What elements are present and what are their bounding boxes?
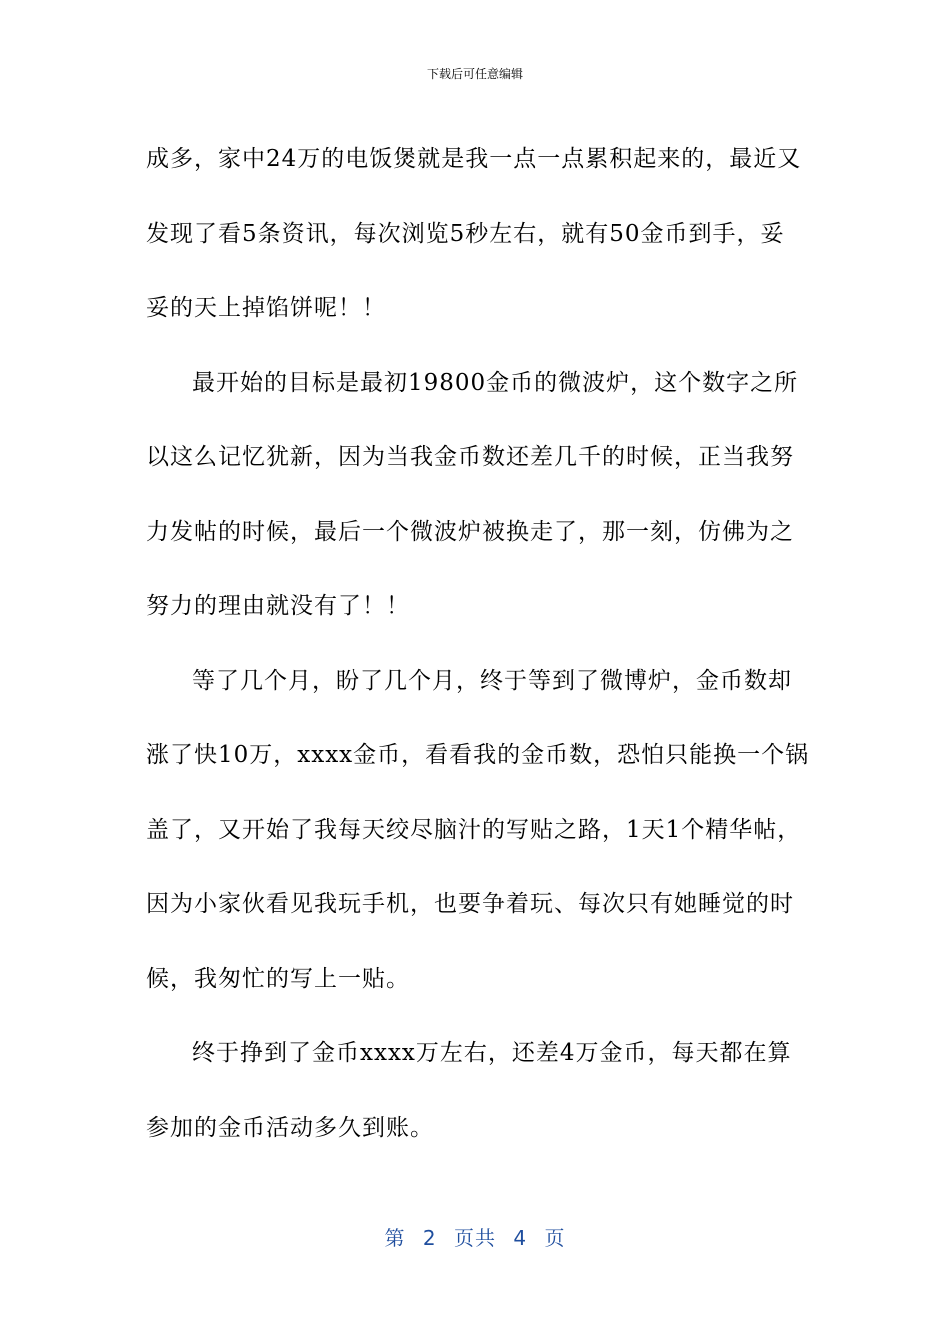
text-line-6: 力发帖的时候，最后一个微波炉被换走了，那一刻，仿佛为之 [146, 518, 794, 545]
page-footer [0, 1224, 950, 1252]
text-line-12: 候，我匆忙的写上一贴。 [146, 965, 410, 992]
text-line-10: 盖了，又开始了我每天绞尽脑汁的写贴之路，1天1个精华帖， [146, 816, 802, 843]
footer-label-ye: 页 [544, 1226, 566, 1250]
text-line-2: 发现了看5条资讯，每次浏览5秒左右，就有50金币到手，妥 [146, 220, 785, 247]
footer-page-total: 4 [513, 1226, 528, 1250]
text-line-11: 因为小家伙看见我玩手机，也要争着玩、每次只有她睡觉的时 [146, 891, 794, 917]
header-note: 下载后可任意编辑 [426, 67, 523, 81]
text-line-9: 涨了快10万，xxxx金币，看看我的金币数，恐怕只能换一个锅 [146, 742, 810, 768]
text-line-1: 成多，家中24万的电饭煲就是我一点一点累积起来的，最近又 [146, 146, 802, 172]
text-line-14: 参加的金币活动多久到账。 [146, 1114, 434, 1141]
text-line-8: 等了几个月，盼了几个月，终于等到了微博炉，金币数却 [192, 667, 792, 694]
text-line-7: 努力的理由就没有了！！ [146, 593, 410, 619]
footer-label-ye-gong: 页共 [454, 1226, 496, 1250]
footer-label-di: 第 [384, 1226, 406, 1250]
body-text [146, 122, 810, 1165]
text-line-5: 以这么记忆犹新，因为当我金币数还差几千的时候，正当我努 [146, 444, 794, 470]
text-line-3: 妥的天上掉馅饼呢！！ [146, 295, 386, 321]
text-line-4: 最开始的目标是最初19800金币的微波炉，这个数字之所 [192, 369, 799, 396]
text-line-13: 终于挣到了金币xxxx万左右，还差4万金币，每天都在算 [192, 1040, 792, 1066]
footer-page-current: 2 [422, 1226, 437, 1250]
